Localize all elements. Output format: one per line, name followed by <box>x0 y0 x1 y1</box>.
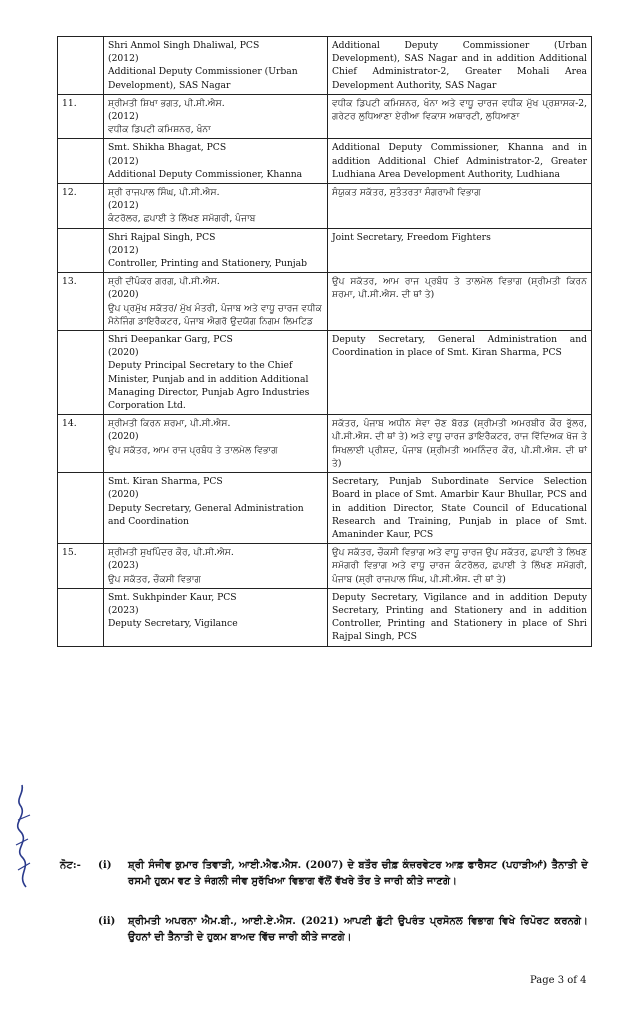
officer-name: Shri Deepankar Garg, PCS <box>108 334 233 346</box>
officer-current-post: ਕੰਟਰੋਲਰ, ਛਪਾਈ ਤੇ ਲਿੱਖਣ ਸਮੱਗਰੀ, ਪੰਜਾਬ <box>108 213 256 225</box>
officer-name: ਸ਼੍ਰੀਮਤੀ ਸ਼ਿਖਾ ਭਗਤ, ਪੀ.ਸੀ.ਐਸ. <box>108 97 225 109</box>
signature-mark <box>8 775 38 895</box>
serial-number-cell: 14. <box>58 415 104 473</box>
serial-number-cell <box>58 139 104 184</box>
new-posting-cell: Deputy Secretary, General Administration and Coordination in place of Smt. Kiran Sharma, PCS <box>328 331 592 415</box>
serial-number-cell <box>58 588 104 646</box>
officer-cell <box>104 331 328 415</box>
table-row <box>58 139 592 184</box>
officer-batch: (2023) <box>108 604 139 616</box>
officer-batch: (2020) <box>108 289 139 301</box>
officer-current-post: Additional Deputy Commissioner (Urban Development), SAS Nagar <box>108 66 298 91</box>
officer-name: Shri Rajpal Singh, PCS <box>108 231 216 243</box>
officer-current-post: ਵਧੀਕ ਡਿਪਟੀ ਕਮਿਸ਼ਨਰ, ਖੰਨਾ <box>108 124 211 136</box>
officer-cell <box>104 588 328 646</box>
table-row <box>58 415 592 473</box>
officer-name: ਸ਼੍ਰੀਮਤੀ ਸੁਖਪਿੰਦਰ ਕੌਰ, ਪੀ.ਸੀ.ਐਸ. <box>108 547 234 559</box>
table-row <box>58 273 592 331</box>
posting-orders-body <box>58 37 592 647</box>
officer-name: Shri Anmol Singh Dhaliwal, PCS <box>108 40 260 51</box>
serial-number-cell: 11. <box>58 94 104 139</box>
new-posting-cell: ਵਧੀਕ ਡਿਪਟੀ ਕਮਿਸ਼ਨਰ, ਖੰਨਾ ਅਤੇ ਵਾਧੂ ਚਾਰਜ ਵਧੀਕ ਮੁੱਖ ਪ੍ਰਸ਼ਾਸਕ-2, ਗਰੇਟਰ ਲੁਧਿਆਣਾ ਏਰੀਆ ਵਿਕਾਸ ਅਥਾਰਟੀ, ਲੁਧਿਆਣਾ <box>328 94 592 139</box>
serial-number-cell: 15. <box>58 544 104 589</box>
new-posting-cell: Additional Deputy Commissioner, Khanna and in addition Additional Chief Administrator-2, Greater Ludhiana Area Development Authority, Ludhiana <box>328 139 592 184</box>
serial-number-cell <box>58 228 104 273</box>
table-row <box>58 544 592 589</box>
officer-current-post: ਉਪ ਸਕੱਤਰ, ਚੌਕਸੀ ਵਿਭਾਗ <box>108 573 201 585</box>
officer-current-post: Deputy Secretary, General Administration and Coordination <box>108 502 304 527</box>
note-item-number: (i) <box>98 859 112 871</box>
officer-name: ਸ਼੍ਰੀਮਤੀ ਕਿਰਨ ਸ਼ਰਮਾ, ਪੀ.ਸੀ.ਐਸ. <box>108 418 231 430</box>
serial-number-cell <box>58 37 104 95</box>
officer-cell <box>104 184 328 229</box>
new-posting-cell: ਉਪ ਸਕੱਤਰ, ਚੌਕਸੀ ਵਿਭਾਗ ਅਤੇ ਵਾਧੂ ਚਾਰਜ ਉਪ ਸਕੱਤਰ, ਛਪਾਈ ਤੇ ਲਿਖਣ ਸਮੱਗਰੀ ਵਿਭਾਗ ਅਤੇ ਵਾਧੂ ਚਾਰਜ ਕੰਟਰੋਲਰ, ਛਪਾਈ ਤੇ ਲਿੱਖਣ ਸਮੱਗਰੀ, ਪੰਜਾਬ (ਸ਼੍ਰੀ ਰਾਜਪਾਲ ਸਿੰਘ, ਪੀ.ਸੀ.ਐਸ. ਦੀ ਥਾਂ ਤੇ) <box>328 544 592 589</box>
officer-current-post: ਉਪ ਪ੍ਰਮੁੱਖ ਸਕੱਤਰ/ ਮੁੱਖ ਮੰਤਰੀ, ਪੰਜਾਬ ਅਤੇ ਵਾਧੂ ਚਾਰਜ ਵਧੀਕ ਮੈਨੇਜਿੰਗ ਡਾਇਰੈਕਟਰ, ਪੰਜਾਬ ਐਗਰੋ ਉਦਯੋਗ ਨਿਗਮ ਲਿਮਟਿਡ <box>108 302 322 327</box>
officer-batch: (2020) <box>108 489 139 501</box>
note-item-text: ਸ਼੍ਰੀਮਤੀ ਅਪਰਨਾ ਐਮ.ਬੀ., ਆਈ.ਏ.ਐਸ. (2021) ਆਪਣੀ ਛੁੱਟੀ ਉਪਰੰਤ ਪ੍ਰਸੋਨਲ ਵਿਭਾਗ ਵਿਖੇ ਰਿਪੋਰਟ ਕਰਨਗੇ। ਉਹਨਾਂ ਦੀ ਤੈਨਾਤੀ ਦੇ ਹੁਕਮ ਬਾਅਦ ਵਿੱਚ ਜਾਰੀ ਕੀਤੇ ਜਾਣਗੇ। <box>128 915 588 943</box>
note-item-text: ਸ਼੍ਰੀ ਸੰਜੀਵ ਕੁਮਾਰ ਤਿਵਾੜੀ, ਆਈ.ਐਫ.ਐਸ. (2007) ਦੇ ਬਤੌਰ ਚੀਫ਼ ਕੰਜ਼ਰਵੇਟਰ ਆਫ਼ ਫਾਰੈਸਟ (ਪਹਾੜੀਆਂ) ਤੈਨਾਤੀ ਦੇ ਰਸਮੀ ਹੁਕਮ ਵਣ ਤੇ ਜੰਗਲੀ ਜੀਵ ਸੁਰੱਖਿਆ ਵਿਭਾਗ ਵੱਲੋਂ ਵੱਖਰੇ ਤੌਰ ਤੇ ਜਾਰੀ ਕੀਤੇ ਜਾਣਗੇ। <box>128 859 588 887</box>
officer-batch: (2012) <box>108 155 139 167</box>
posting-orders-table <box>57 36 592 647</box>
table-row <box>58 94 592 139</box>
serial-number-cell <box>58 331 104 415</box>
officer-name: ਸ਼੍ਰੀ ਦੀਪੰਕਰ ਗਰਗ, ਪੀ.ਸੀ.ਐਸ. <box>108 276 220 288</box>
new-posting-cell: Joint Secretary, Freedom Fighters <box>328 228 592 273</box>
officer-batch: (2023) <box>108 560 139 572</box>
officer-name: Smt. Sukhpinder Kaur, PCS <box>108 591 237 603</box>
officer-cell <box>104 473 328 544</box>
table-row <box>58 331 592 415</box>
table-row <box>58 473 592 544</box>
officer-current-post: Controller, Printing and Stationery, Punjab <box>108 258 308 270</box>
officer-name: Smt. Shikha Bhagat, PCS <box>108 142 227 154</box>
new-posting-cell: Deputy Secretary, Vigilance and in addition Deputy Secretary, Printing and Stationery and in addition Controller, Printing and Stationery in place of Shri Rajpal Singh, PCS <box>328 588 592 646</box>
note-item-number: (ii) <box>98 915 116 927</box>
officer-current-post: Additional Deputy Commissioner, Khanna <box>108 168 303 180</box>
officer-cell <box>104 228 328 273</box>
serial-number-cell <box>58 473 104 544</box>
officer-batch: (2012) <box>108 53 139 65</box>
new-posting-cell: ਸਕੱਤਰ, ਪੰਜਾਬ ਅਧੀਨ ਸੇਵਾ ਚੋਣ ਬੋਰਡ (ਸ਼੍ਰੀਮਤੀ ਅਮਰਬੀਰ ਕੌਰ ਭੁੱਲਰ, ਪੀ.ਸੀ.ਐਸ. ਦੀ ਥਾਂ ਤੇ) ਅਤੇ ਵਾਧੂ ਚਾਰਜ ਡਾਇਰੈਕਟਰ, ਰਾਜ ਵਿੱਦਿਅਕ ਖੋਜ ਤੇ ਸਿਖਲਾਈ ਪ੍ਰੀਸ਼ਦ, ਪੰਜਾਬ (ਸ਼੍ਰੀਮਤੀ ਅਮਨਿੰਦਰ ਕੌਰ, ਪੀ.ਸੀ.ਐਸ. ਦੀ ਥਾਂ ਤੇ) <box>328 415 592 473</box>
serial-number-cell: 12. <box>58 184 104 229</box>
table-row <box>58 184 592 229</box>
new-posting-cell: ਸੰਯੁਕਤ ਸਕੱਤਰ, ਸੁਤੰਤਰਤਾ ਸੰਗਰਾਮੀ ਵਿਭਾਗ <box>328 184 592 229</box>
serial-number-cell: 13. <box>58 273 104 331</box>
officer-batch: (2012) <box>108 111 139 123</box>
note-label: ਨੋਟ:- <box>60 859 81 871</box>
table-row <box>58 228 592 273</box>
officer-batch: (2012) <box>108 244 139 256</box>
officer-batch: (2020) <box>108 347 139 359</box>
officer-cell <box>104 94 328 139</box>
officer-cell <box>104 415 328 473</box>
table-row <box>58 588 592 646</box>
officer-cell <box>104 139 328 184</box>
officer-name: Smt. Kiran Sharma, PCS <box>108 476 223 488</box>
officer-name: ਸ਼੍ਰੀ ਰਾਜਪਾਲ ਸਿੰਘ, ਪੀ.ਸੀ.ਐਸ. <box>108 187 220 199</box>
officer-cell <box>104 544 328 589</box>
new-posting-cell: Secretary, Punjab Subordinate Service Selection Board in place of Smt. Amarbir Kaur Bhullar, PCS and in addition Director, State Council of Educational Research and Training, Punjab in place of Smt. Amaninder Kaur, PCS <box>328 473 592 544</box>
officer-current-post: Deputy Principal Secretary to the Chief Minister, Punjab and in addition Additional Managing Director, Punjab Agro Industries Corporation Ltd. <box>108 360 310 412</box>
officer-cell <box>104 37 328 95</box>
officer-batch: (2012) <box>108 200 139 212</box>
officer-cell <box>104 273 328 331</box>
new-posting-cell: Additional Deputy Commissioner (Urban Development), SAS Nagar and in addition Additional Chief Administrator-2, Greater Mohali Area Development Authority, SAS Nagar <box>328 37 592 95</box>
officer-batch: (2020) <box>108 431 139 443</box>
page-number: Page 3 of 4 <box>530 975 587 986</box>
table-row <box>58 37 592 95</box>
new-posting-cell: ਉਪ ਸਕੱਤਰ, ਆਮ ਰਾਜ ਪ੍ਰਬੰਧ ਤੇ ਤਾਲਮੇਲ ਵਿਭਾਗ (ਸ਼੍ਰੀਮਤੀ ਕਿਰਨ ਸ਼ਰਮਾ, ਪੀ.ਸੀ.ਐਸ. ਦੀ ਥਾਂ ਤੇ) <box>328 273 592 331</box>
officer-current-post: Deputy Secretary, Vigilance <box>108 618 238 630</box>
officer-current-post: ਉਪ ਸਕੱਤਰ, ਆਮ ਰਾਜ ਪ੍ਰਬੰਧ ਤੇ ਤਾਲਮੇਲ ਵਿਭਾਗ <box>108 444 278 456</box>
